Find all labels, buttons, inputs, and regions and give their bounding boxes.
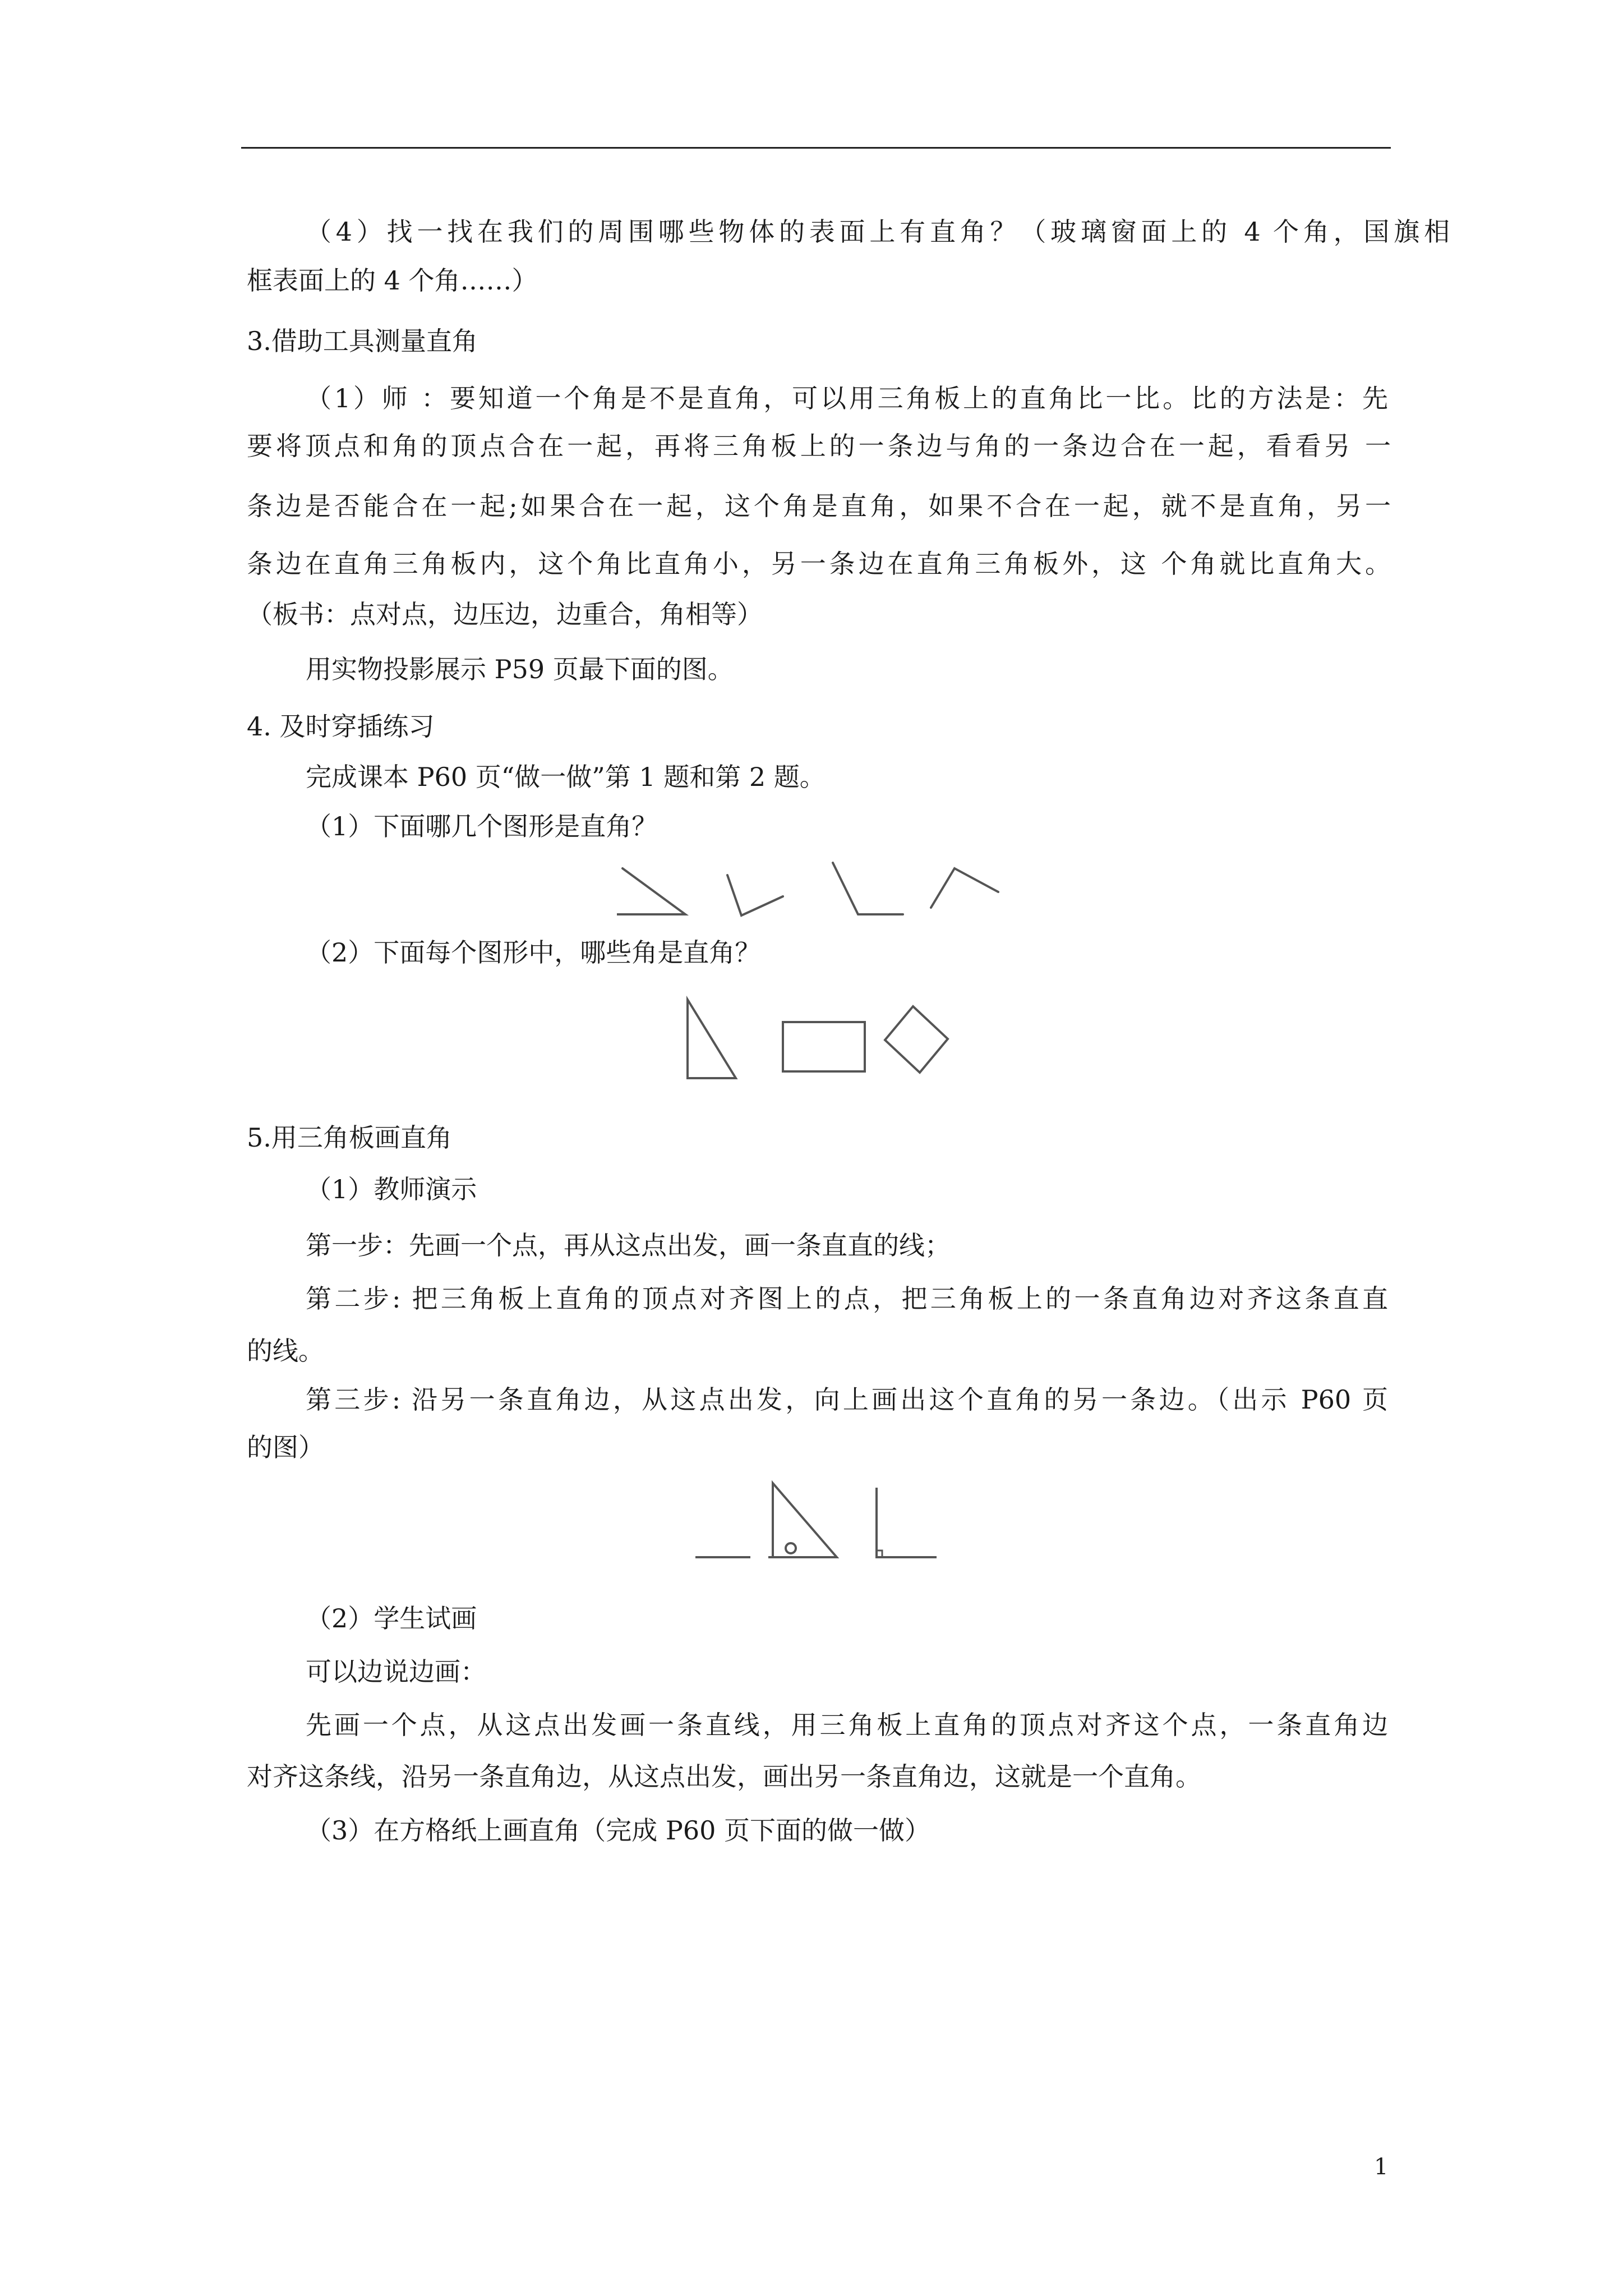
page-number: 1 <box>1374 2154 1389 2180</box>
section-heading-5: 5.用三角板画直角 <box>247 1122 452 1153</box>
square-rotated-shape <box>885 1006 948 1073</box>
angle-3 <box>833 863 903 914</box>
drawn-right-angle <box>877 1488 937 1557</box>
paragraph-teacher-line-2: 要将顶点和角的顶点合在一起，再将三角板上的一条边与角的一条边合在一起，看看另 一 <box>247 431 1391 461</box>
student-line-2: 对齐这条线，沿另一条直角边，从这点出发，画出另一条直角边，这就是一个直角。 <box>247 1761 1201 1792</box>
angle-2 <box>727 875 783 915</box>
header-rule <box>241 147 1391 149</box>
step-two-line-2: 的线。 <box>247 1336 324 1366</box>
drawing-steps-figure <box>690 1475 953 1571</box>
section-heading-4: 4. 及时穿插练习 <box>247 711 435 742</box>
set-square-triangle <box>773 1483 837 1557</box>
shapes-figure <box>673 987 965 1088</box>
question-2: （2）下面每个图形中，哪些角是直角？ <box>306 937 761 968</box>
angles-figure <box>617 853 1009 926</box>
section-heading-3: 3.借助工具测量直角 <box>247 326 478 356</box>
right-triangle-shape <box>688 1000 736 1078</box>
paragraph-exercise: 完成课本 P60 页“做一做”第 1 题和第 2 题。 <box>306 762 826 792</box>
subsection-teacher-demo: （1）教师演示 <box>306 1174 477 1204</box>
step-two-line-1: 第二步: 把三角板上直角的顶点对齐图上的点，把三角板上的一条直角边对齐这条直直 <box>306 1283 1388 1314</box>
paragraph-4-line-1: （4）找一找在我们的周围哪些物体的表面上有直角？（玻璃窗面上的 4 个角，国旗相 <box>306 217 1450 247</box>
question-1: （1）下面哪几个图形是直角？ <box>306 811 658 841</box>
rectangle-shape <box>783 1022 865 1071</box>
student-line-1: 先画一个点，从这点出发画一条直线，用三角板上直角的顶点对齐这个点，一条直角边 <box>306 1710 1388 1740</box>
paragraph-projection: 用实物投影展示 P59 页最下面的图。 <box>306 654 734 684</box>
paragraph-4-line-2: 框表面上的 4 个角……） <box>247 265 538 296</box>
angle-4 <box>931 868 998 908</box>
step-three-line-1: 第三步: 沿另一条直角边，从这点出发，向上画出这个直角的另一条边。（出示 P60 页 <box>306 1384 1388 1415</box>
paragraph-teacher-line-5: （板书：点对点，边压边，边重合，角相等） <box>247 599 763 629</box>
subsection-grid-paper: （3）在方格纸上画直角（完成 P60 页下面的做一做） <box>306 1815 930 1846</box>
paragraph-teacher-line-4: 条边在直角三角板内，这个角比直角小，另一条边在直角三角板外，这 个角就比直角大。 <box>247 549 1391 579</box>
step-one: 第一步：先画一个点，再从这点出发，画一条直直的线； <box>306 1230 951 1260</box>
set-square-hole-icon <box>786 1543 796 1553</box>
step-three-line-2: 的图） <box>247 1432 324 1462</box>
paragraph-teacher-line-1: （1）师 ：要知道一个角是不是直角，可以用三角板上的直角比一比。比的方法是：先 <box>306 383 1388 413</box>
subsection-student-try: （2）学生试画 <box>306 1603 477 1634</box>
student-intro: 可以边说边画： <box>306 1657 486 1687</box>
angle-1 <box>617 868 685 914</box>
paragraph-teacher-line-3: 条边是否能合在一起;如果合在一起，这个角是直角，如果不合在一起，就不是直角，另一 <box>247 491 1391 521</box>
